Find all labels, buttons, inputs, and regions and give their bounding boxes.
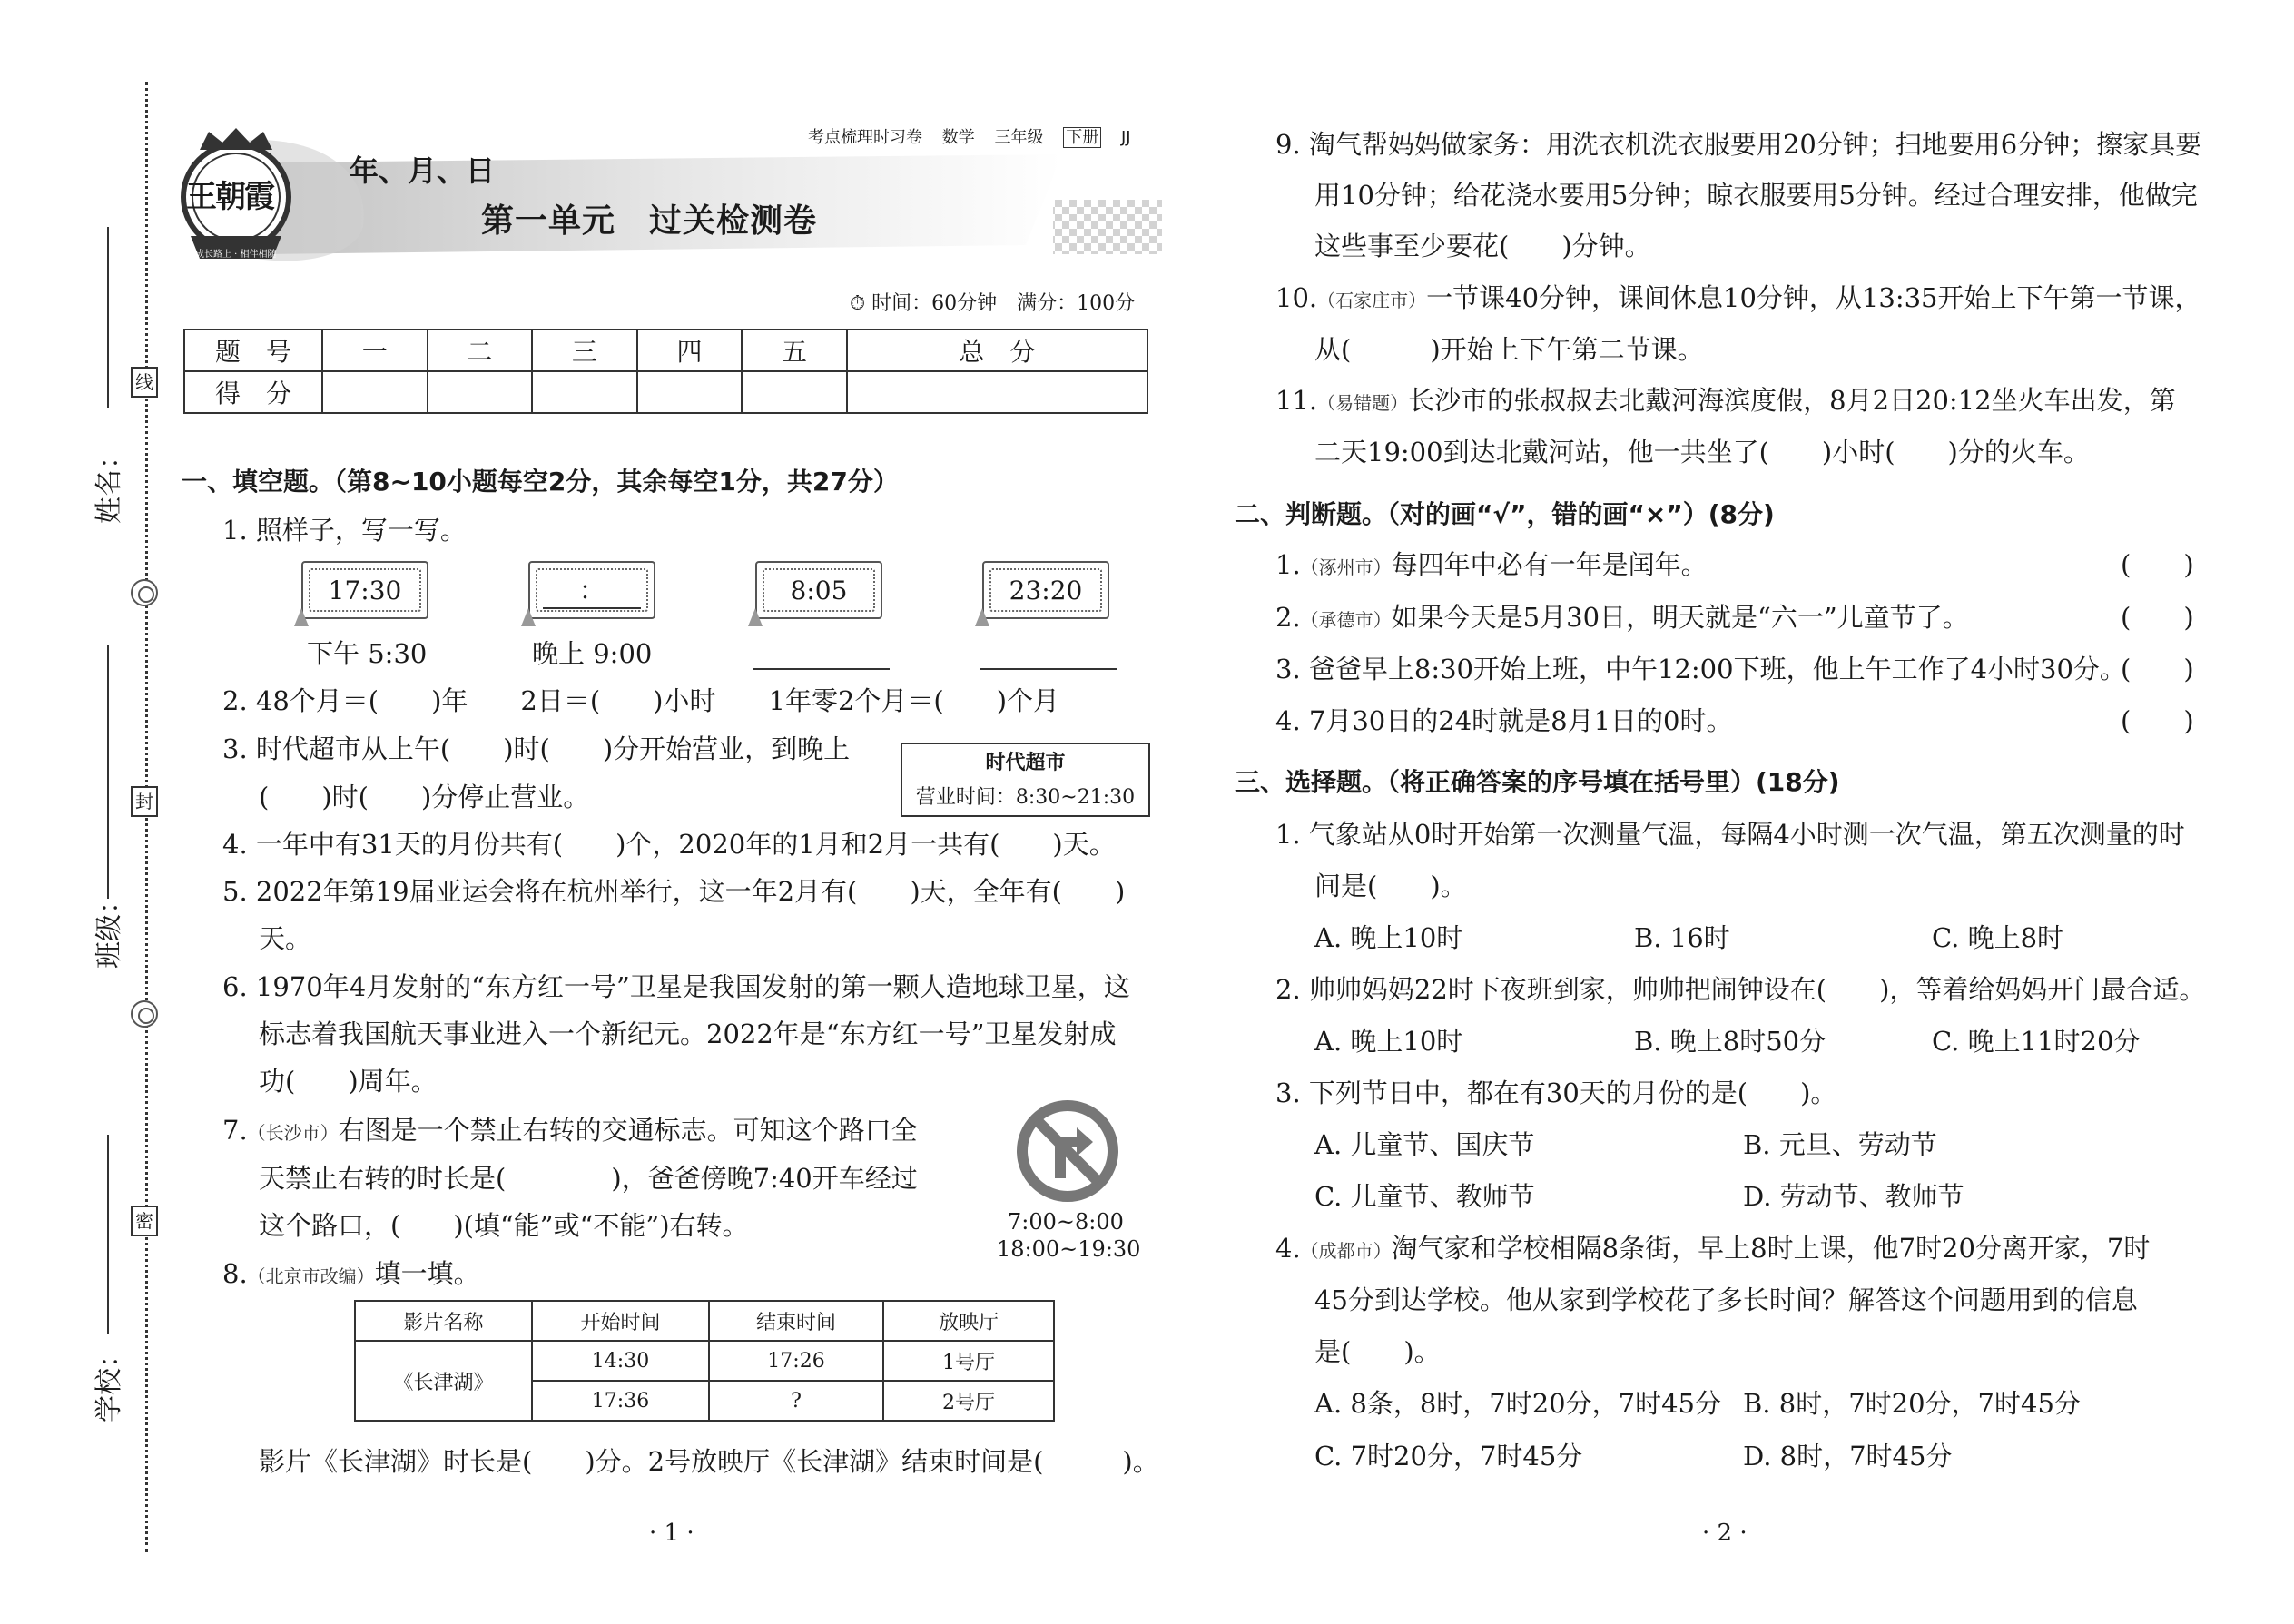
series-info <box>808 130 1131 146</box>
score-table <box>183 329 1148 414</box>
score-cell: 题 号 <box>184 330 322 371</box>
option[interactable]: A. 儿童节、国庆节 <box>1314 1129 1535 1160</box>
source-tag: （涿州市） <box>1300 556 1392 578</box>
class-label: 班级： <box>94 887 125 969</box>
judge-4: 4. 7月30日的24时就是8月1日的0时。 <box>1275 705 1733 736</box>
question-text: 右图是一个禁止右转的交通标志。可知这个路口全 <box>338 1115 918 1146</box>
option[interactable]: D. 8时，7时45分 <box>1743 1441 1953 1471</box>
question-number: 7. <box>222 1115 248 1146</box>
question-9-line2: 用10分钟；给花浇水要用5分钟；晾衣服要用5分钟。经过合理安排，他做完 <box>1314 180 2198 211</box>
option[interactable]: A. 晚上10时 <box>1314 922 1463 953</box>
answer-paren[interactable]: ( ) <box>2121 705 2194 736</box>
question-7-line3: 这个路口，( )(填“能”或“不能”)右转。 <box>259 1210 749 1241</box>
clock-value: 8:05 <box>763 568 875 612</box>
alarm-clock-icon <box>971 606 993 628</box>
question-7-line1 <box>222 1117 918 1144</box>
source-tag: （北京市改编） <box>247 1265 375 1287</box>
clock-blank[interactable] <box>536 568 648 612</box>
shop-hours-box <box>901 743 1150 817</box>
option[interactable]: C. 晚上11时20分 <box>1932 1026 2141 1057</box>
clock-icon: ⏱ <box>850 292 866 315</box>
table-cell: 2号厅 <box>883 1381 1054 1421</box>
option[interactable]: B. 16时 <box>1634 922 1730 953</box>
question-2: 2. 48个月＝( )年 2日＝( )小时 1年零2个月＝( )个月 <box>222 685 1060 716</box>
option[interactable]: D. 劳动节、教师节 <box>1743 1181 1964 1212</box>
shop-hours: 营业时间：8:30~21:30 <box>915 786 1136 809</box>
answer-blank[interactable] <box>980 668 1117 670</box>
choice-2-line1: 2. 帅帅妈妈22时下夜班到家，帅帅把闹钟设在( )，等着给妈妈开门最合适。 <box>1275 974 2206 1005</box>
alarm-clock-icon <box>517 606 539 628</box>
choice-4-line3: 是( )。 <box>1314 1336 1441 1367</box>
volume: 下册 <box>1063 127 1101 148</box>
source-tag: （石家庄市） <box>1317 290 1427 311</box>
question-number: 1. <box>1275 549 1301 580</box>
alarm-clock-icon <box>744 606 766 628</box>
choice-4-line2: 45分到达学校。他从家到学校花了多长时间？解答这个问题用到的信息 <box>1314 1284 2138 1315</box>
question-8-followup: 影片《长津湖》时长是( )分。2号放映厅《长津湖》结束时间是( )。 <box>259 1446 1159 1477</box>
table-row <box>355 1341 1054 1381</box>
option[interactable]: C. 晚上8时 <box>1932 922 2064 953</box>
digital-clock-blank <box>528 561 655 619</box>
digital-clock-example <box>301 561 428 619</box>
no-right-turn-sign-icon <box>1017 1100 1118 1202</box>
table-header: 结束时间 <box>709 1301 883 1341</box>
option[interactable]: B. 8时，7时20分，7时45分 <box>1743 1388 2081 1419</box>
clock-value: 17:30 <box>309 568 421 612</box>
table-cell: 14:30 <box>532 1341 709 1381</box>
question-6-line2: 标志着我国航天事业进入一个新纪元。2022年是“东方红一号”卫星发射成 <box>259 1019 1117 1049</box>
table-header: 放映厅 <box>883 1301 1054 1341</box>
judge-2 <box>1275 602 1969 633</box>
question-text: 每四年中必有一年是闰年。 <box>1391 549 1708 580</box>
answer-paren[interactable]: ( ) <box>2121 549 2194 580</box>
question-number: 4. <box>1275 1233 1301 1264</box>
edition: JJ <box>1120 128 1131 147</box>
digital-clock <box>755 561 882 619</box>
source-tag: （长沙市） <box>247 1122 339 1144</box>
table-cell: 1号厅 <box>883 1341 1054 1381</box>
answer-paren[interactable]: ( ) <box>2121 654 2194 684</box>
option[interactable]: B. 元旦、劳动节 <box>1743 1129 1937 1160</box>
sign-time-1: 7:00~8:00 <box>1008 1209 1124 1235</box>
seal-mark-xian: 线 <box>131 367 158 398</box>
page-title: 第一单元 过关检测卷 <box>481 202 818 240</box>
clock-icon <box>131 579 158 606</box>
brand-motto: 成长路上 · 相伴相随 <box>195 250 277 260</box>
clock-value: 23:20 <box>989 568 1102 612</box>
option[interactable]: C. 儿童节、教师节 <box>1314 1181 1535 1212</box>
source-tag: （成都市） <box>1300 1240 1392 1262</box>
school-underline <box>107 1135 109 1334</box>
section-title-choice: 三、选择题。（将正确答案的序号填在括号里）(18分) <box>1235 767 1840 797</box>
question-6-line1: 6. 1970年4月发射的“东方红一号”卫星是我国发射的第一颗人造地球卫星，这 <box>222 971 1130 1002</box>
table-cell: 17:36 <box>532 1381 709 1421</box>
score-cell: 三 <box>532 330 637 371</box>
score-input-cell[interactable] <box>637 371 743 413</box>
answer-paren[interactable]: ( ) <box>2121 602 2194 633</box>
question-1: 1. 照样子，写一写。 <box>222 515 467 546</box>
question-8 <box>222 1258 480 1289</box>
question-text: 填一填。 <box>374 1258 480 1289</box>
movie-schedule-table <box>354 1300 1055 1422</box>
q1-answer-example: 晚上 9:00 <box>532 638 653 669</box>
score-cell: 得 分 <box>184 371 322 413</box>
name-underline <box>107 227 109 408</box>
score-input-cell[interactable] <box>322 371 428 413</box>
judge-3: 3. 爸爸早上8:30开始上班，中午12:00下班，他上午工作了4小时30分。 <box>1275 654 2126 684</box>
question-number: 8. <box>222 1258 248 1289</box>
question-3-line1: 3. 时代超市从上午( )时( )分开始营业，到晚上 <box>222 733 851 764</box>
seal-mark-mi: 密 <box>131 1206 158 1236</box>
question-text: 长沙市的张叔叔去北戴河海滨度假，8月2日20:12坐火车出发，第 <box>1408 385 2176 416</box>
question-11-line1 <box>1275 385 2176 416</box>
question-4: 4. 一年中有31天的月份共有( )个，2020年的1月和2月一共有( )天。 <box>222 829 1116 860</box>
table-header: 开始时间 <box>532 1301 709 1341</box>
option[interactable]: A. 晚上10时 <box>1314 1026 1463 1057</box>
score-cell: 四 <box>637 330 743 371</box>
question-6-line3: 功( )周年。 <box>259 1066 438 1097</box>
score-table-row <box>184 371 1147 413</box>
grade: 三年级 <box>994 128 1044 147</box>
school-label: 学校： <box>94 1341 125 1422</box>
q1-answer-example: 下午 5:30 <box>307 638 428 669</box>
clock-icon <box>131 1000 158 1028</box>
page-number-left: · 1 · <box>649 1520 694 1547</box>
section-title-true-false: 二、判断题。（对的画“√”，错的画“×”）(8分) <box>1235 499 1775 529</box>
option[interactable]: B. 晚上8时50分 <box>1634 1026 1826 1057</box>
option[interactable]: A. 8条，8时，7时20分，7时45分 <box>1314 1388 1721 1419</box>
question-11-line2: 二天19:00到达北戴河站，他一共坐了( )小时( )分的火车。 <box>1314 437 2090 468</box>
name-label: 姓名： <box>94 442 125 524</box>
question-5-line1: 5. 2022年第19届亚运会将在杭州举行，这一年2月有( )天，全年有( ) <box>222 876 1126 907</box>
source-tag: （易错题） <box>1317 392 1409 414</box>
question-text: 一节课40分钟，课间休息10分钟，从13:35开始上下午第一节课， <box>1426 282 2201 313</box>
table-cell: ? <box>709 1381 883 1421</box>
score-input-cell[interactable] <box>428 371 533 413</box>
binding-dotted-line <box>145 82 148 1552</box>
question-number: 10. <box>1275 282 1318 313</box>
section-title-fill-in: 一、填空题。（第8~10小题每空2分，其余每空1分，共27分） <box>182 467 899 497</box>
answer-blank[interactable] <box>753 668 890 670</box>
source-tag: （承德市） <box>1300 609 1392 631</box>
option[interactable]: C. 7时20分，7时45分 <box>1314 1441 1583 1471</box>
choice-4-line1 <box>1275 1235 2150 1262</box>
film-name: 《长津湖》 <box>355 1341 532 1421</box>
question-10-line2: 从( )开始上下午第二节课。 <box>1314 334 1704 365</box>
question-text: 淘气家和学校相隔8条街，早上8时上课，他7时20分离开家，7时 <box>1391 1233 2151 1264</box>
score-cell: 五 <box>742 330 847 371</box>
shop-name: 时代超市 <box>985 752 1066 774</box>
seal-mark-feng: 封 <box>131 786 158 817</box>
unit-topic: 年、月、日 <box>350 153 496 188</box>
alarm-clock-icon <box>290 606 312 628</box>
score-input-cell[interactable] <box>742 371 847 413</box>
page-number-right: · 2 · <box>1702 1520 1748 1547</box>
judge-1 <box>1275 549 1708 580</box>
time-info-text: 时间：60分钟 满分：100分 <box>871 292 1136 315</box>
question-10-line1 <box>1275 282 2201 313</box>
question-7-line2: 天禁止右转的时长是( )，爸爸傍晚7:40开车经过 <box>259 1163 918 1194</box>
time-info <box>850 294 1135 314</box>
score-cell: 总 分 <box>847 330 1147 371</box>
score-cell: 二 <box>428 330 533 371</box>
class-underline <box>107 645 109 899</box>
question-3-line2: ( )时( )分停止营业。 <box>259 782 590 812</box>
choice-1-line2: 间是( )。 <box>1314 871 1467 901</box>
question-5-line2: 天。 <box>259 923 312 954</box>
table-cell: 17:26 <box>709 1341 883 1381</box>
table-header: 影片名称 <box>355 1301 532 1341</box>
score-input-cell[interactable] <box>532 371 637 413</box>
table-header-row <box>355 1301 1054 1341</box>
subject: 数学 <box>941 128 975 147</box>
digital-clock <box>982 561 1109 619</box>
brand-name: 王朝霞 <box>186 179 273 215</box>
question-number: 2. <box>1275 602 1301 633</box>
question-9-line3: 这些事至少要花( )分钟。 <box>1314 231 1651 261</box>
score-cell: 一 <box>322 330 428 371</box>
sign-time-2: 18:00~19:30 <box>997 1236 1141 1262</box>
question-text: 如果今天是5月30日，明天就是“六一”儿童节了。 <box>1391 602 1969 633</box>
clock-colon: ： <box>543 571 641 609</box>
series-name: 考点梳理时习卷 <box>808 128 922 147</box>
question-9-line1: 9. 淘气帮妈妈做家务：用洗衣机洗衣服要用20分钟；扫地要用6分钟；擦家具要 <box>1275 129 2202 160</box>
choice-1-line1: 1. 气象站从0时开始第一次测量气温，每隔4小时测一次气温，第五次测量的时 <box>1275 819 2185 850</box>
score-input-cell[interactable] <box>847 371 1147 413</box>
score-table-header-row <box>184 330 1147 371</box>
choice-3-line1: 3. 下列节日中，都在有30天的月份的是( )。 <box>1275 1078 1837 1108</box>
question-number: 11. <box>1275 385 1318 416</box>
